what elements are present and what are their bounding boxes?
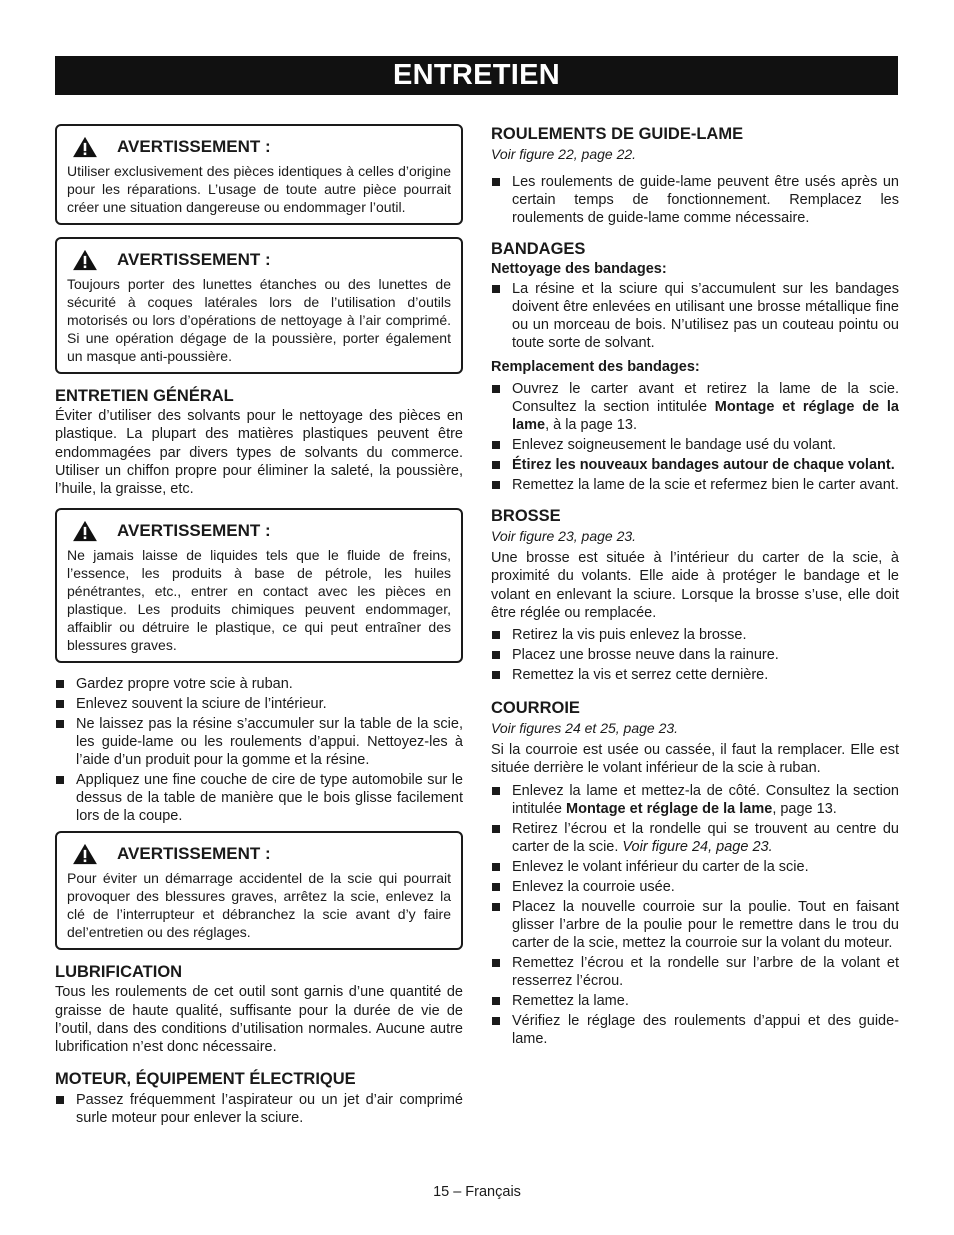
list-item: Les roulements de guide-lame peuvent être usés après un certain temps de fonctionnement. Remplacez les roulements de guide-lame comme nécessaire. bbox=[491, 173, 899, 227]
list-item: Enlevez le volant inférieur du carter de la scie. bbox=[491, 858, 899, 876]
list-item: Enlevez la courroie usée. bbox=[491, 878, 899, 896]
warning-box-parts bbox=[55, 124, 463, 225]
section-heading-moteur: MOTEUR, ÉQUIPEMENT ÉLECTRIQUE bbox=[55, 1069, 356, 1088]
warning-triangle-icon bbox=[71, 843, 99, 865]
list-item: Placez une brosse neuve dans la rainure. bbox=[491, 646, 899, 664]
nettoyage-bullet-list bbox=[491, 280, 899, 352]
right-column bbox=[491, 124, 899, 1050]
list-item: Retirez l’écrou et la rondelle qui se trouvent au centre du carter de la scie. Voir figure 24, page 23. bbox=[491, 820, 899, 856]
warning-text: Toujours porter des lunettes étanches ou des lunettes de sécurité à coques latérales lors de l’utilisation d’outils motorisés ou lors d’opérations de nettoyage à l’air comprimé. Si une opération dégage de la poussière, porter également un masque anti-poussière. bbox=[67, 276, 451, 364]
list-item: Placez la nouvelle courroie sur la poulie. Tout en faisant glisser l’arbre de la poulie pour le remettre dans le trou du carter de la scie, mettez la courroie sur la volant du moteur. bbox=[491, 898, 899, 952]
lubrification-text: Tous les roulements de cet outil sont garnis d’une quantité de graisse de haute qualité, suffisante pour la durée de vie de l’outil, dans des conditions d’utilisation normales. Aucune autre lubrification n’est donc nécessaire. bbox=[55, 984, 463, 1056]
list-item: Enlevez souvent la sciure de l’intérieur. bbox=[55, 695, 463, 713]
list-item: Remettez la lame. bbox=[491, 992, 899, 1010]
list-item: Retirez la vis puis enlevez la brosse. bbox=[491, 626, 899, 644]
list-item: Enlevez la lame et mettez-la de côté. Consultez la section intitulée Montage et réglage de la lame, page 13. bbox=[491, 782, 899, 818]
section-reference-bold: Montage et réglage de la lame bbox=[512, 399, 899, 433]
figure-reference-inline: Voir figure 24, page 23. bbox=[622, 838, 773, 855]
warning-title: AVERTISSEMENT : bbox=[117, 137, 271, 156]
warning-triangle-icon bbox=[71, 249, 99, 271]
list-item: Ouvrez le carter avant et retirez la lame de la scie. Consultez la section intitulée Montage et réglage de la lame, à la page 13. bbox=[491, 380, 899, 434]
page-title: ENTRETIEN bbox=[55, 56, 898, 95]
section-heading-general: ENTRETIEN GÉNÉRAL bbox=[55, 387, 234, 405]
figure-reference: Voir figure 23, page 23. bbox=[491, 528, 637, 544]
courroie-text: Si la courroie est usée ou cassée, il faut la remplacer. Elle est située derrière le volant inférieur de la scie à ruban. bbox=[491, 742, 899, 777]
subheading-nettoyage: Nettoyage des bandages: bbox=[491, 261, 667, 277]
list-item: Remettez la lame de la scie et refermez bien le carter avant. bbox=[491, 476, 899, 494]
warning-box-accidental-start bbox=[55, 831, 463, 950]
courroie-bullet-list bbox=[491, 782, 899, 1048]
remplacement-bullet-list bbox=[491, 380, 899, 494]
warning-header bbox=[71, 136, 451, 158]
section-reference-bold: Montage et réglage de la lame bbox=[566, 800, 773, 817]
warning-header bbox=[71, 520, 451, 542]
warning-triangle-icon bbox=[71, 136, 99, 158]
section-heading-bandages: BANDAGES bbox=[491, 240, 586, 258]
figure-reference: Voir figure 22, page 22. bbox=[491, 146, 637, 162]
warning-text: Pour éviter un démarrage accidentel de la scie qui pourrait provoquer des blessures graves, arrêtez la scie, enlevez la clé de l’interrupteur et débranchez la scie avant d’y faire del’entretien ou des réglages. bbox=[67, 870, 451, 941]
list-item: Ne laissez pas la résine s’accumuler sur la table de la scie, les guide-lame ou les roulements d’appui. Nettoyez-les à l’aide d’un produit pour la gomme et la résine. bbox=[55, 715, 463, 769]
section-heading-brosse: BROSSE bbox=[491, 507, 561, 525]
warning-text: Ne jamais laisse de liquides tels que le fluide de freins, l’essence, les produits à base de pétrole, les huiles pénétrantes, etc., entrer en contact avec les pièces en plastique. Les produits chimiques peuvent endommager, affaiblir ou détruire le plastique, ce qui peut entraîner des blessures graves. bbox=[67, 547, 451, 654]
warning-title: AVERTISSEMENT : bbox=[117, 844, 271, 864]
figure-reference: Voir figures 24 et 25, page 23. bbox=[491, 720, 679, 737]
warning-header bbox=[71, 249, 451, 271]
list-item: Remettez la vis et serrez cette dernière. bbox=[491, 666, 899, 684]
moteur-bullet-list bbox=[55, 1091, 463, 1127]
maintenance-bullet-list bbox=[55, 675, 463, 825]
warning-header bbox=[71, 843, 451, 865]
list-item: Vérifiez le réglage des roulements d’appui et des guide-lame. bbox=[491, 1012, 899, 1048]
list-item: Appliquez une fine couche de cire de type automobile sur le dessus de la table de manière que le bois glisse facilement lors de la coupe. bbox=[55, 771, 463, 825]
list-item: La résine et la sciure qui s’accumulent sur les bandages doivent être enlevées en utilisant une brosse métallique fine ou un morceau de bois. N’utilisez pas un couteau pointu ou toute sorte de solvant. bbox=[491, 280, 899, 352]
warning-text: Utiliser exclusivement des pièces identiques à celles d’origine pour les réparations. L’usage de toute autre pièce pourrait créer une situation dangereuse ou endommager l’outil. bbox=[67, 163, 451, 215]
list-item: Enlevez soigneusement le bandage usé du volant. bbox=[491, 436, 899, 454]
warning-box-eyewear bbox=[55, 237, 463, 374]
warning-title: AVERTISSEMENT : bbox=[117, 521, 271, 541]
list-item: Étirez les nouveaux bandages autour de chaque volant. bbox=[491, 456, 899, 474]
left-column bbox=[55, 124, 463, 1129]
warning-box-liquids bbox=[55, 508, 463, 663]
section-heading-roulements: ROULEMENTS DE GUIDE-LAME bbox=[491, 125, 744, 143]
list-item: Gardez propre votre scie à ruban. bbox=[55, 675, 463, 693]
section-heading-lubrification: LUBRIFICATION bbox=[55, 963, 183, 982]
list-item: Passez fréquemment l’aspirateur ou un jet d’air comprimé surle moteur pour enlever la sciure. bbox=[55, 1091, 463, 1127]
warning-title: AVERTISSEMENT : bbox=[117, 250, 271, 269]
general-text: Éviter d’utiliser des solvants pour le nettoyage des pièces en plastique. La plupart des matières plastiques peuvent être endommagées par divers types de solvants du commerce. Utiliser un chiffon propre pour éliminer la saleté, la poussière, l’huile, la graisse, etc. bbox=[55, 408, 463, 498]
subheading-remplacement: Remplacement des bandages: bbox=[491, 359, 700, 375]
section-heading-courroie: COURROIE bbox=[491, 699, 580, 718]
page-footer: 15 – Français bbox=[433, 1184, 521, 1200]
list-item: Remettez l’écrou et la rondelle sur l’arbre de la volant et resserrez l’écrou. bbox=[491, 954, 899, 990]
brosse-text: Une brosse est située à l’intérieur du carter de la scie, à proximité du volants. Elle aide à protéger le bandage et le volant en enlevant la sciure. Lorsque la brosse s’use, elle doit être réglée ou remplacée. bbox=[491, 550, 899, 621]
brosse-bullet-list bbox=[491, 626, 899, 684]
warning-triangle-icon bbox=[71, 520, 99, 542]
roulements-bullet-list bbox=[491, 173, 899, 227]
